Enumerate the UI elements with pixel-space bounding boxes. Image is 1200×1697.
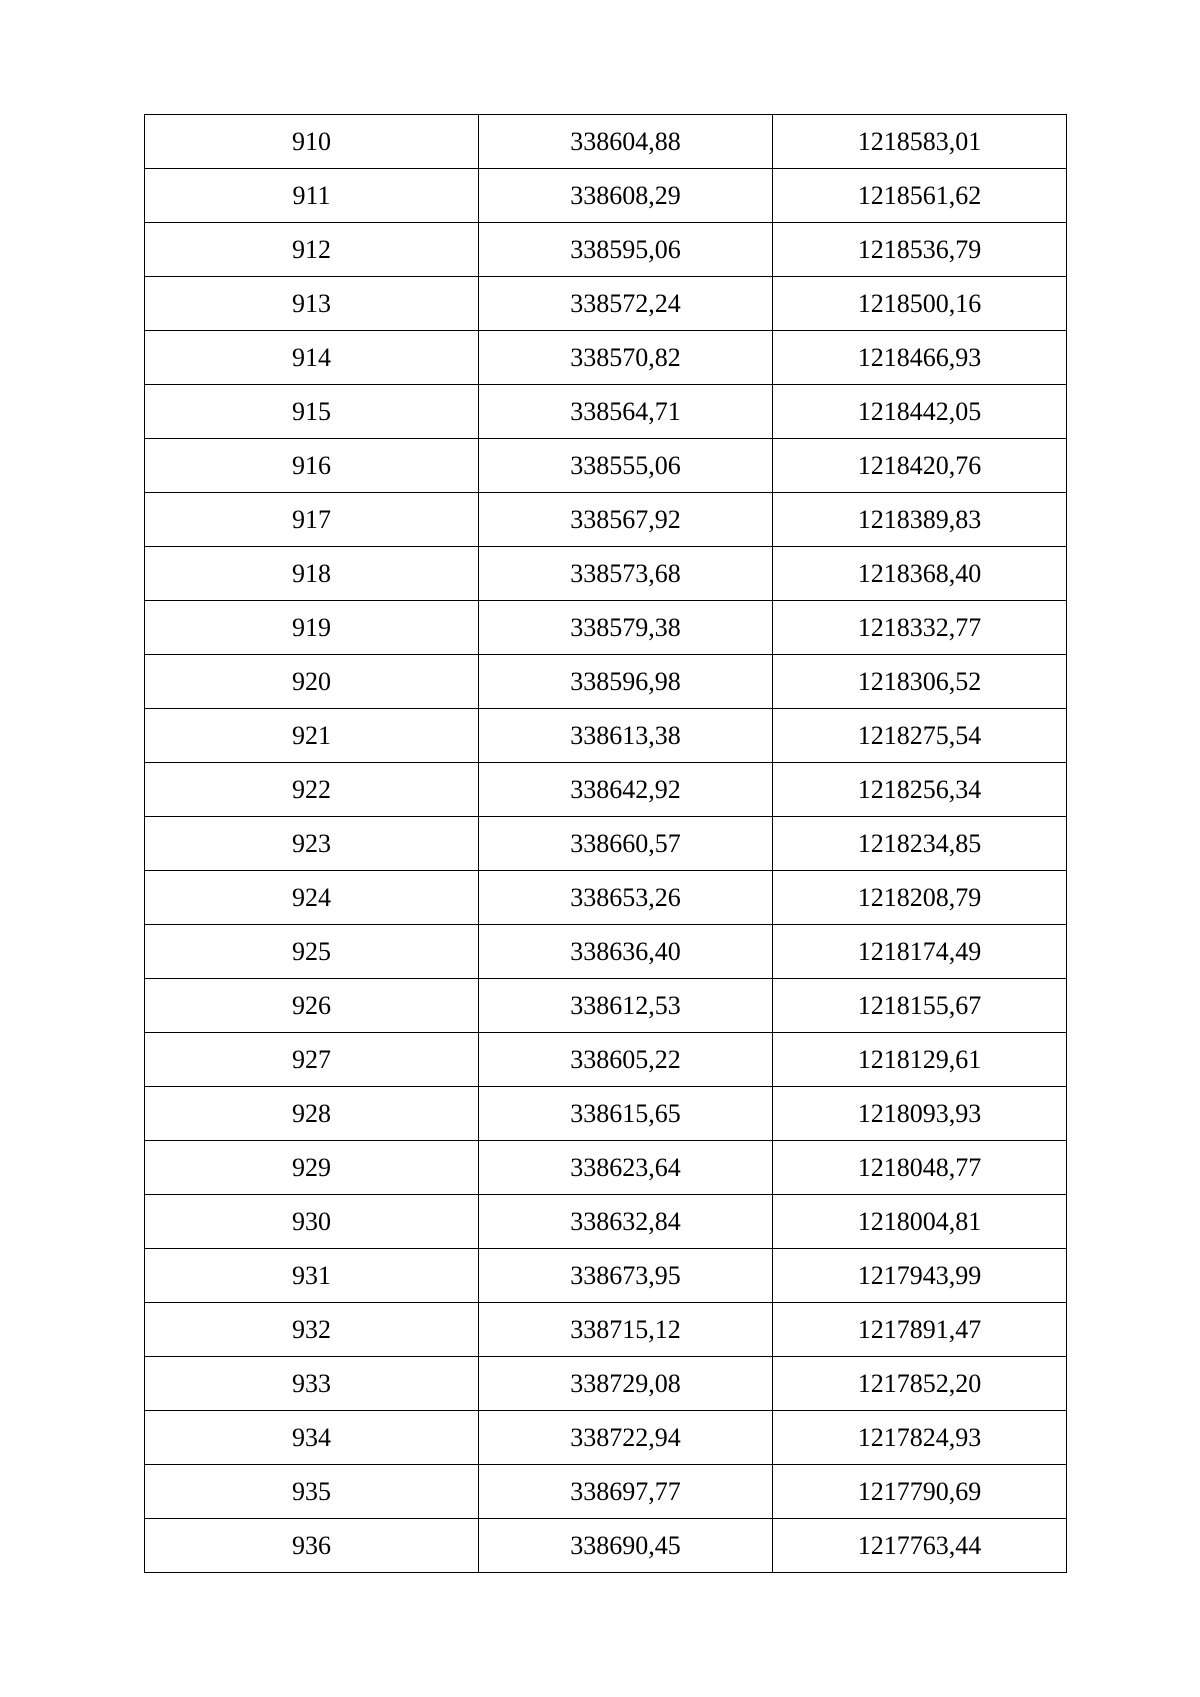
point-number-cell: 916 — [145, 439, 479, 493]
table-row — [145, 331, 1067, 385]
table-row — [145, 1195, 1067, 1249]
x-coordinate-cell: 338608,29 — [479, 169, 773, 223]
x-coordinate-cell: 338715,12 — [479, 1303, 773, 1357]
y-coordinate-cell: 1218536,79 — [773, 223, 1067, 277]
table-row — [145, 709, 1067, 763]
coordinates-table — [144, 114, 1067, 1573]
y-coordinate-cell: 1218500,16 — [773, 277, 1067, 331]
x-coordinate-cell: 338572,24 — [479, 277, 773, 331]
point-number-cell: 932 — [145, 1303, 479, 1357]
x-coordinate-cell: 338573,68 — [479, 547, 773, 601]
point-number-cell: 929 — [145, 1141, 479, 1195]
x-coordinate-cell: 338729,08 — [479, 1357, 773, 1411]
x-coordinate-cell: 338564,71 — [479, 385, 773, 439]
y-coordinate-cell: 1218466,93 — [773, 331, 1067, 385]
point-number-cell: 914 — [145, 331, 479, 385]
table-row — [145, 1249, 1067, 1303]
table-row — [145, 223, 1067, 277]
y-coordinate-cell: 1218004,81 — [773, 1195, 1067, 1249]
y-coordinate-cell: 1218306,52 — [773, 655, 1067, 709]
point-number-cell: 933 — [145, 1357, 479, 1411]
x-coordinate-cell: 338604,88 — [479, 115, 773, 169]
point-number-cell: 936 — [145, 1519, 479, 1573]
point-number-cell: 926 — [145, 979, 479, 1033]
x-coordinate-cell: 338612,53 — [479, 979, 773, 1033]
x-coordinate-cell: 338690,45 — [479, 1519, 773, 1573]
point-number-cell: 930 — [145, 1195, 479, 1249]
point-number-cell: 913 — [145, 277, 479, 331]
table-row — [145, 547, 1067, 601]
y-coordinate-cell: 1217943,99 — [773, 1249, 1067, 1303]
point-number-cell: 918 — [145, 547, 479, 601]
x-coordinate-cell: 338595,06 — [479, 223, 773, 277]
y-coordinate-cell: 1218583,01 — [773, 115, 1067, 169]
y-coordinate-cell: 1218420,76 — [773, 439, 1067, 493]
x-coordinate-cell: 338653,26 — [479, 871, 773, 925]
table-row — [145, 1033, 1067, 1087]
table-row — [145, 115, 1067, 169]
table-row — [145, 277, 1067, 331]
table-row — [145, 1411, 1067, 1465]
x-coordinate-cell: 338615,65 — [479, 1087, 773, 1141]
table-row — [145, 1357, 1067, 1411]
table-row — [145, 817, 1067, 871]
point-number-cell: 921 — [145, 709, 479, 763]
y-coordinate-cell: 1218275,54 — [773, 709, 1067, 763]
x-coordinate-cell: 338567,92 — [479, 493, 773, 547]
x-coordinate-cell: 338613,38 — [479, 709, 773, 763]
point-number-cell: 934 — [145, 1411, 479, 1465]
y-coordinate-cell: 1217891,47 — [773, 1303, 1067, 1357]
y-coordinate-cell: 1218561,62 — [773, 169, 1067, 223]
point-number-cell: 912 — [145, 223, 479, 277]
point-number-cell: 915 — [145, 385, 479, 439]
y-coordinate-cell: 1218256,34 — [773, 763, 1067, 817]
table-row — [145, 169, 1067, 223]
y-coordinate-cell: 1218442,05 — [773, 385, 1067, 439]
point-number-cell: 910 — [145, 115, 479, 169]
y-coordinate-cell: 1218093,93 — [773, 1087, 1067, 1141]
table-row — [145, 1087, 1067, 1141]
y-coordinate-cell: 1217763,44 — [773, 1519, 1067, 1573]
table-row — [145, 763, 1067, 817]
y-coordinate-cell: 1218332,77 — [773, 601, 1067, 655]
x-coordinate-cell: 338660,57 — [479, 817, 773, 871]
table-row — [145, 655, 1067, 709]
x-coordinate-cell: 338596,98 — [479, 655, 773, 709]
point-number-cell: 911 — [145, 169, 479, 223]
point-number-cell: 928 — [145, 1087, 479, 1141]
point-number-cell: 922 — [145, 763, 479, 817]
x-coordinate-cell: 338623,64 — [479, 1141, 773, 1195]
table-row — [145, 439, 1067, 493]
point-number-cell: 931 — [145, 1249, 479, 1303]
x-coordinate-cell: 338636,40 — [479, 925, 773, 979]
table-row — [145, 1465, 1067, 1519]
y-coordinate-cell: 1218048,77 — [773, 1141, 1067, 1195]
table-row — [145, 1519, 1067, 1573]
x-coordinate-cell: 338579,38 — [479, 601, 773, 655]
y-coordinate-cell: 1218234,85 — [773, 817, 1067, 871]
x-coordinate-cell: 338570,82 — [479, 331, 773, 385]
point-number-cell: 919 — [145, 601, 479, 655]
point-number-cell: 920 — [145, 655, 479, 709]
point-number-cell: 927 — [145, 1033, 479, 1087]
y-coordinate-cell: 1218368,40 — [773, 547, 1067, 601]
table-row — [145, 1303, 1067, 1357]
point-number-cell: 925 — [145, 925, 479, 979]
table-row — [145, 979, 1067, 1033]
coordinates-table-body — [145, 115, 1067, 1573]
x-coordinate-cell: 338697,77 — [479, 1465, 773, 1519]
y-coordinate-cell: 1217852,20 — [773, 1357, 1067, 1411]
point-number-cell: 935 — [145, 1465, 479, 1519]
point-number-cell: 917 — [145, 493, 479, 547]
point-number-cell: 923 — [145, 817, 479, 871]
table-row — [145, 925, 1067, 979]
table-row — [145, 871, 1067, 925]
x-coordinate-cell: 338722,94 — [479, 1411, 773, 1465]
x-coordinate-cell: 338642,92 — [479, 763, 773, 817]
x-coordinate-cell: 338673,95 — [479, 1249, 773, 1303]
y-coordinate-cell: 1218389,83 — [773, 493, 1067, 547]
y-coordinate-cell: 1218155,67 — [773, 979, 1067, 1033]
table-row — [145, 1141, 1067, 1195]
x-coordinate-cell: 338605,22 — [479, 1033, 773, 1087]
y-coordinate-cell: 1218208,79 — [773, 871, 1067, 925]
y-coordinate-cell: 1218129,61 — [773, 1033, 1067, 1087]
y-coordinate-cell: 1217790,69 — [773, 1465, 1067, 1519]
table-row — [145, 601, 1067, 655]
y-coordinate-cell: 1217824,93 — [773, 1411, 1067, 1465]
table-row — [145, 493, 1067, 547]
point-number-cell: 924 — [145, 871, 479, 925]
table-row — [145, 385, 1067, 439]
x-coordinate-cell: 338555,06 — [479, 439, 773, 493]
y-coordinate-cell: 1218174,49 — [773, 925, 1067, 979]
x-coordinate-cell: 338632,84 — [479, 1195, 773, 1249]
